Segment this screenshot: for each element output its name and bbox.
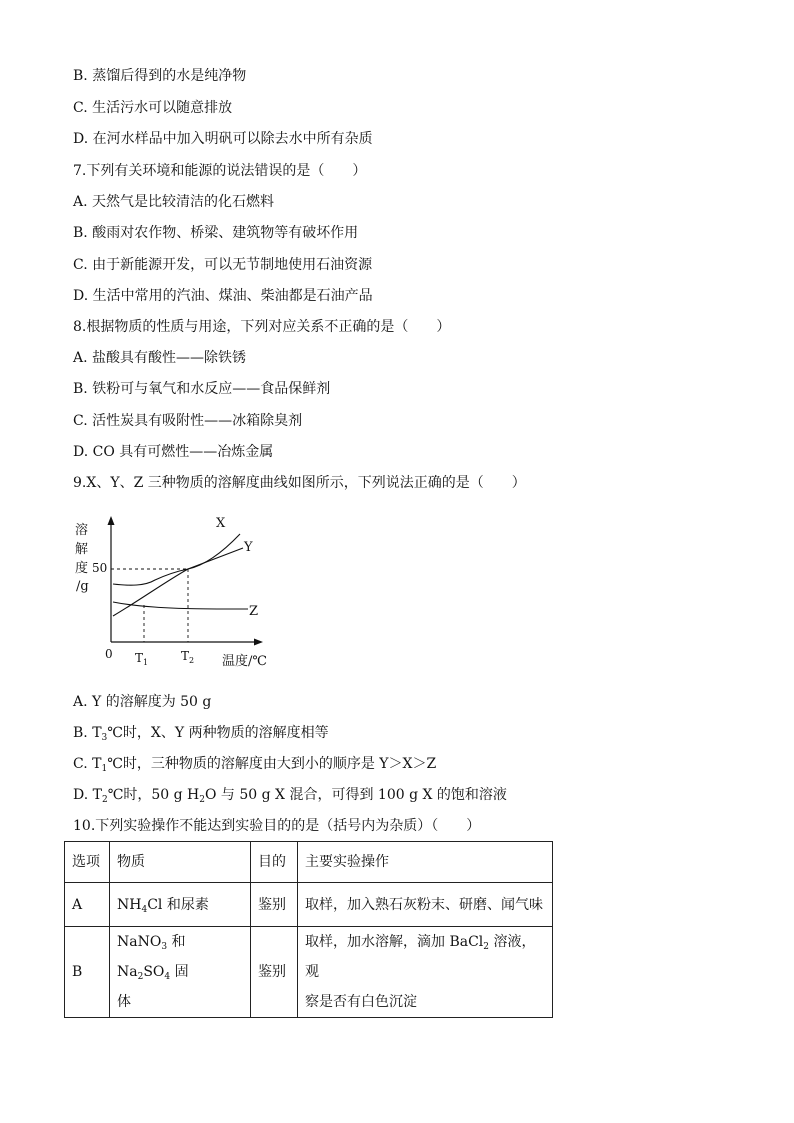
y-axis-arrow <box>108 516 115 525</box>
q8-option-a: A. 盐酸具有酸性——除铁锈 <box>73 350 247 366</box>
origin-label: 0 <box>105 647 113 661</box>
q9-option-d: D. $T_2℃$时，50 g $H_2O$ 与 50 g X 混合，可得到 100 g X 的饱和溶液 <box>73 787 507 805</box>
row-b-substance: NaNO$_3$ 和 $Na_2SO_4$ 固 体 <box>110 927 251 1018</box>
q7-option-a: A. 天然气是比较清洁的化石燃料 <box>73 194 275 210</box>
solubility-curve-graph <box>70 510 280 672</box>
q6-option-b: B. 蒸馏后得到的水是纯净物 <box>73 68 247 84</box>
y-label-4: /g <box>76 579 89 594</box>
curve-z-label: Z <box>249 604 259 619</box>
header-operation: 主要实验操作 <box>298 842 553 883</box>
x-axis-label: 温度/℃ <box>222 654 267 669</box>
q6-option-c: C. 生活污水可以随意排放 <box>73 100 233 116</box>
experiment-table <box>64 841 553 1018</box>
q8-option-b: B. 铁粉可与氧气和水反应——食品保鲜剂 <box>73 381 331 397</box>
y-label-1: 溶 <box>75 523 89 538</box>
header-option: 选项 <box>65 842 110 883</box>
header-substance: 物质 <box>110 842 251 883</box>
q9-option-b: B. $T_3℃$时，X、Y 两种物质的溶解度相等 <box>73 725 329 743</box>
row-a-operation: 取样，加入熟石灰粉末、研磨、闻气味 <box>298 883 553 927</box>
q7-option-b: B. 酸雨对农作物、桥梁、建筑物等有破坏作用 <box>73 225 359 241</box>
curve-x <box>113 534 240 585</box>
y-label-2: 解 <box>75 542 89 557</box>
q9-option-a: A. Y 的溶解度为 50 g <box>73 694 212 710</box>
q6-option-d: D. 在河水样品中加入明矾可以除去水中所有杂质 <box>73 131 373 147</box>
y-tick-50: 50 <box>92 561 108 575</box>
row-a-option: A <box>65 883 110 927</box>
curve-y-label: Y <box>244 540 253 555</box>
row-b-operation: 取样，加水溶解，滴加 BaCl$_2$ 溶液，观 察是否有白色沉淀 <box>298 927 553 1018</box>
row-a-purpose: 鉴别 <box>251 883 298 927</box>
q7-option-c: C. 由于新能源开发，可以无节制地使用石油资源 <box>73 257 373 273</box>
row-b-option: B <box>65 927 110 1018</box>
row-a-substance: $NH_4Cl$ 和尿素 <box>110 883 251 927</box>
t1-label: $T_1$ <box>135 651 149 667</box>
curve-y <box>113 548 243 616</box>
y-label-3: 度 <box>75 561 89 576</box>
q7-option-d: D. 生活中常用的汽油、煤油、柴油都是石油产品 <box>73 288 373 304</box>
q8-stem: 8.根据物质的性质与用途，下列对应关系不正确的是（ ） <box>73 319 451 335</box>
q9-stem: 9.X、Y、Z 三种物质的溶解度曲线如图所示，下列说法正确的是（ ） <box>73 475 526 491</box>
table-header-row <box>65 842 553 883</box>
q8-option-c: C. 活性炭具有吸附性——冰箱除臭剂 <box>73 413 303 429</box>
q9-option-c: C. $T_1℃$时，三种物质的溶解度由大到小的顺序是 Y＞X＞Z <box>73 756 437 774</box>
table-row <box>65 927 553 1018</box>
q8-option-d: D. CO 具有可燃性——冶炼金属 <box>73 444 274 460</box>
curve-x-label: X <box>216 516 226 531</box>
row-b-purpose: 鉴别 <box>251 927 298 1018</box>
header-purpose: 目的 <box>251 842 298 883</box>
table-row <box>65 883 553 927</box>
x-axis-arrow <box>254 639 263 646</box>
t2-label: $T_2$ <box>181 649 195 665</box>
q7-stem: 7.下列有关环境和能源的说法错误的是（ ） <box>73 163 367 179</box>
q10-stem: 10.下列实验操作不能达到实验目的的是（括号内为杂质）（ ） <box>73 818 481 834</box>
